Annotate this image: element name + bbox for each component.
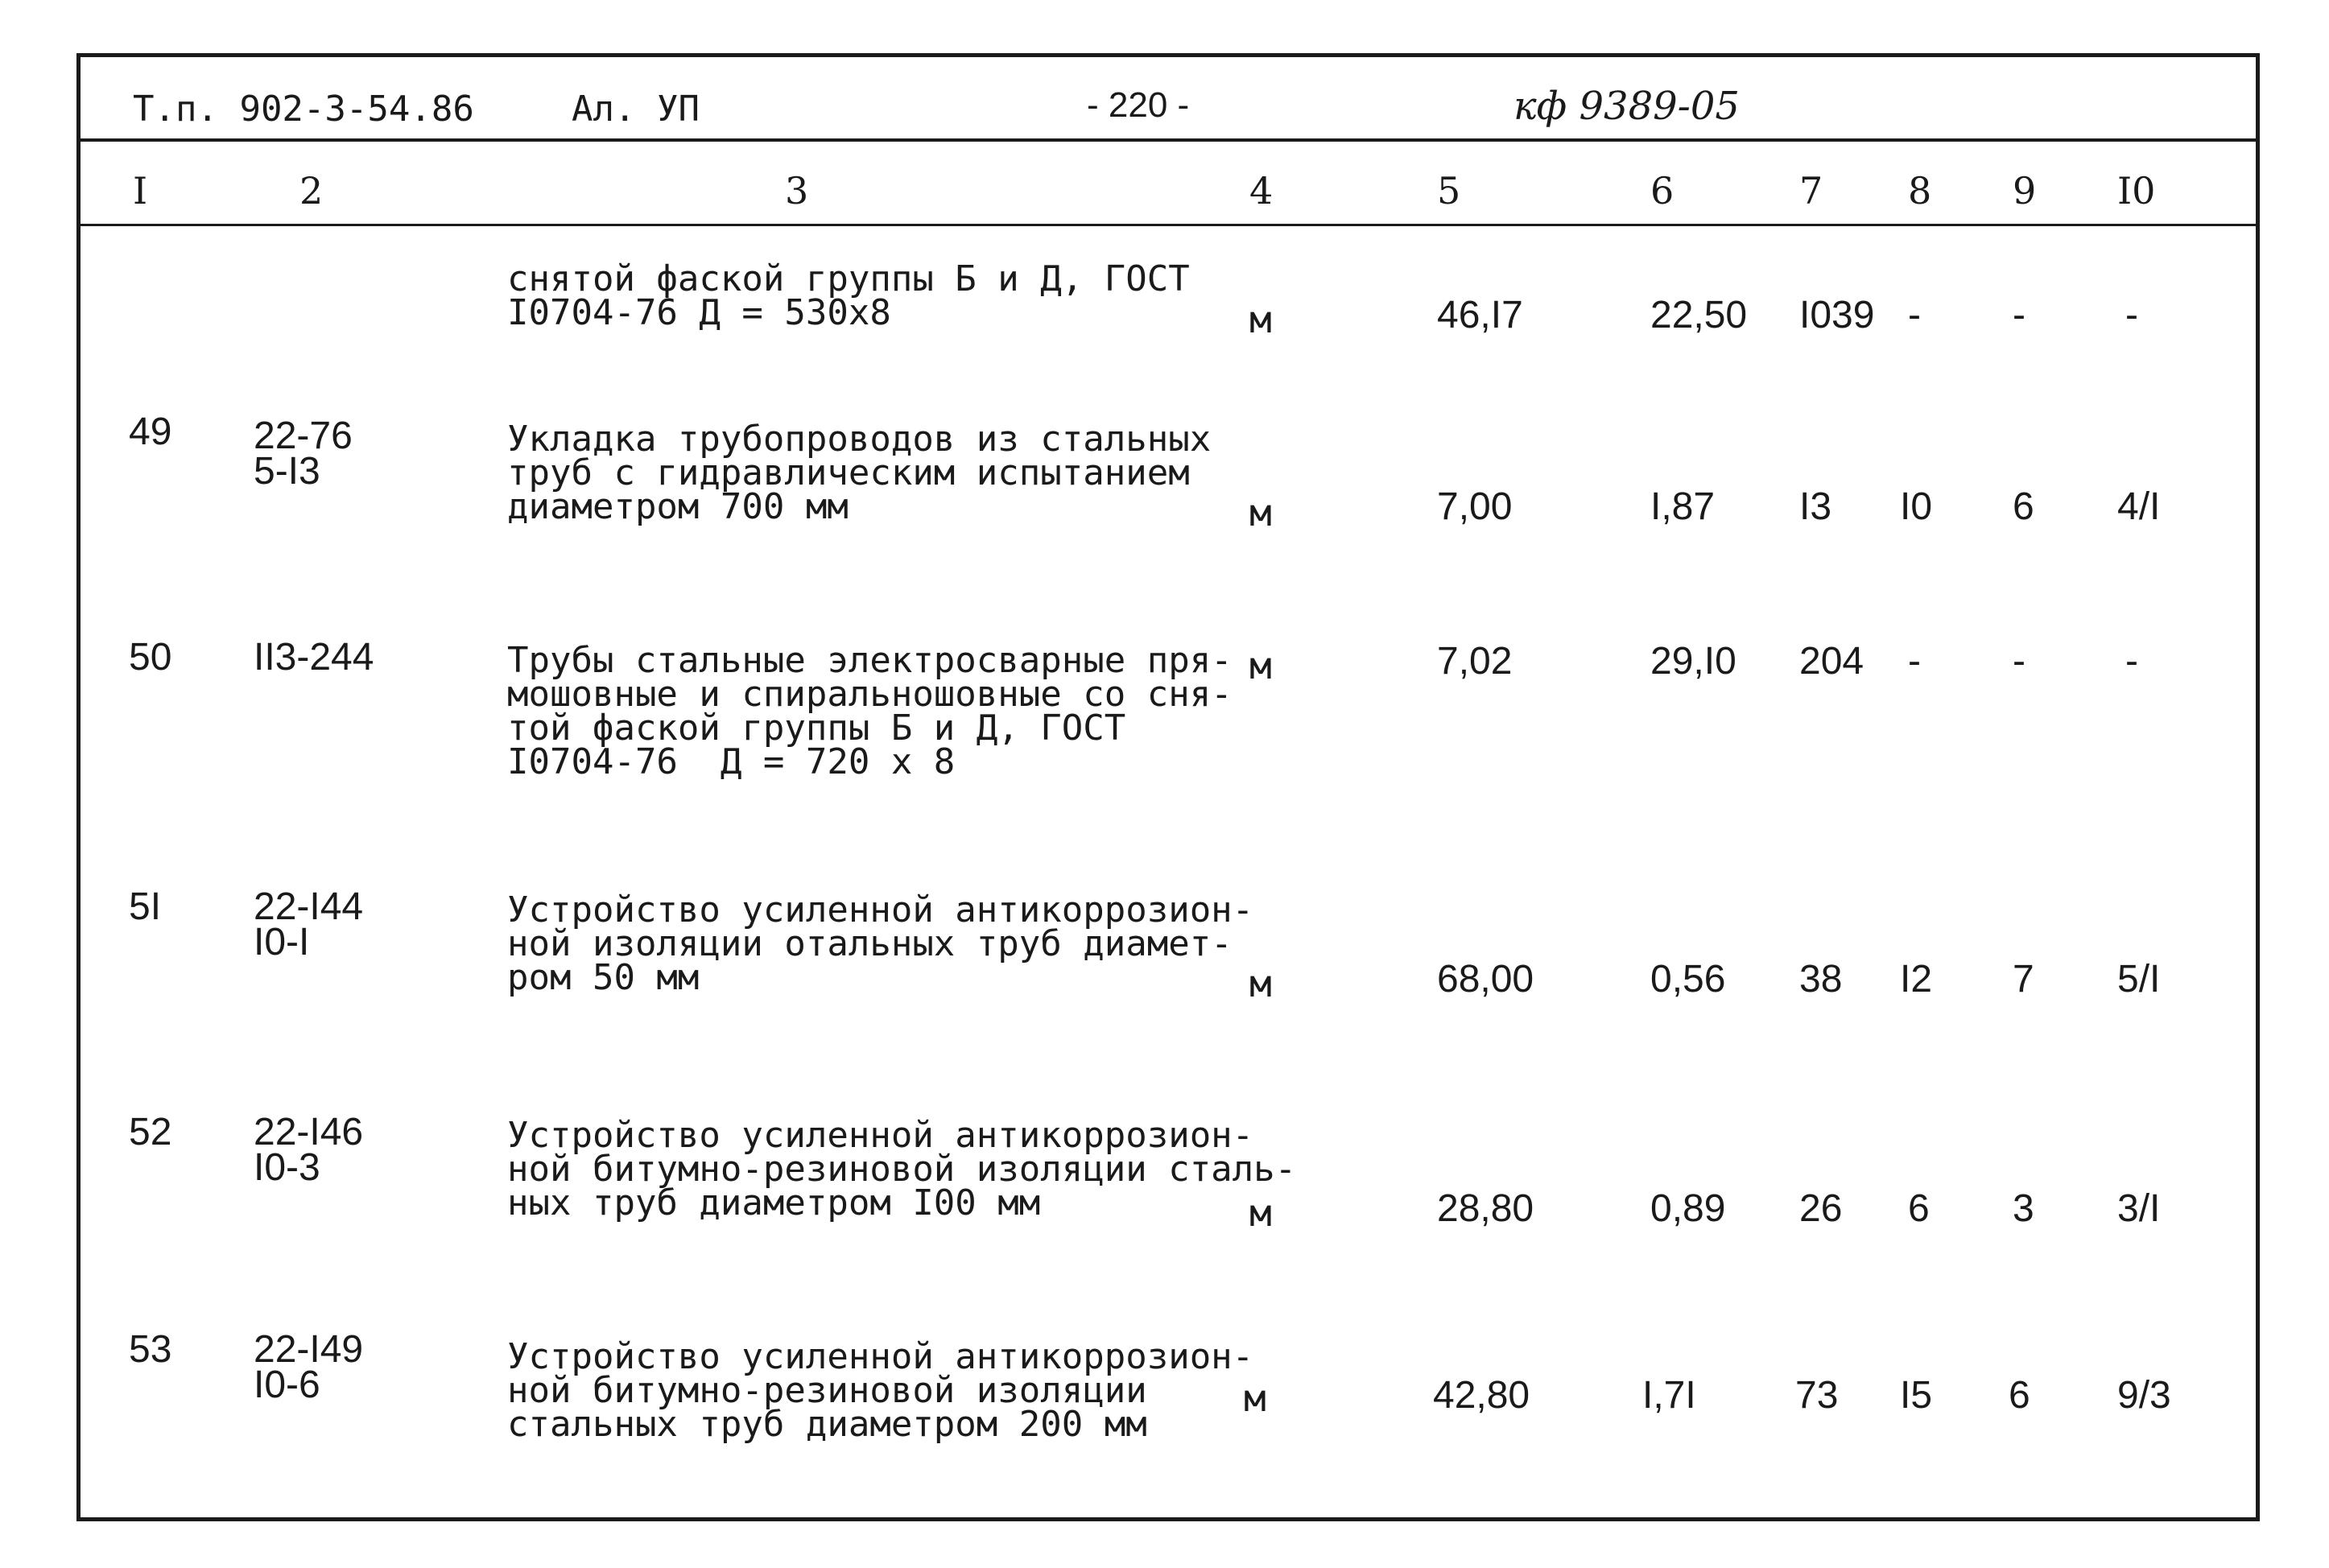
row-col5: 46,I7 bbox=[1437, 294, 1523, 336]
row-number: 49 bbox=[129, 411, 172, 453]
row-col6: 22,50 bbox=[1650, 294, 1748, 336]
album-label: Ал. УП bbox=[572, 89, 700, 130]
row-code: II3-244 bbox=[254, 636, 374, 679]
row-col9: - bbox=[2013, 294, 2025, 336]
row-unit: м bbox=[1249, 491, 1272, 534]
row-col10: - bbox=[2125, 640, 2138, 683]
column-header-divider bbox=[76, 224, 2260, 226]
row-col7: 204 bbox=[1799, 640, 1864, 683]
row-col10: 3/I bbox=[2117, 1187, 2161, 1230]
row-unit: м bbox=[1249, 1191, 1272, 1235]
row-col5: 68,00 bbox=[1437, 958, 1534, 1001]
column-number: I0 bbox=[2117, 169, 2156, 213]
row-col7: I3 bbox=[1799, 485, 1832, 528]
row-col6: I,7I bbox=[1642, 1374, 1696, 1417]
row-col9: 6 bbox=[2013, 485, 2034, 528]
column-number: 3 bbox=[785, 169, 809, 213]
row-col6: 0,56 bbox=[1650, 958, 1726, 1001]
row-col5: 7,02 bbox=[1437, 640, 1513, 683]
column-number: 2 bbox=[299, 169, 324, 213]
row-col7: 26 bbox=[1799, 1187, 1843, 1230]
row-col9: 7 bbox=[2013, 958, 2034, 1001]
row-col10: 5/I bbox=[2117, 958, 2161, 1001]
row-description: Укладка трубопроводов из стальных труб с гидравлическим испытанием диаметром 700 мм bbox=[507, 419, 1212, 527]
row-description: Трубы стальные электросварные пря- мошовные и спиральношовные со сня- той фаской группы Б и Д, ГОСТ I0704-76 Д = 720 х 8 bbox=[507, 640, 1233, 782]
row-unit: м bbox=[1249, 962, 1272, 1005]
stamp-number: кф 9389-05 bbox=[1513, 84, 1740, 129]
column-number: 9 bbox=[2013, 169, 2037, 213]
row-col5: 7,00 bbox=[1437, 485, 1513, 528]
row-code: 22-I49 I0-6 bbox=[254, 1328, 364, 1406]
row-col6: I,87 bbox=[1650, 485, 1716, 528]
row-col6: 0,89 bbox=[1650, 1187, 1726, 1230]
row-code: 22-I46 I0-3 bbox=[254, 1111, 364, 1189]
row-col9: - bbox=[2013, 640, 2025, 683]
row-col10: - bbox=[2125, 294, 2138, 336]
row-number: 50 bbox=[129, 636, 172, 679]
row-col8: I5 bbox=[1900, 1374, 1933, 1417]
column-number: 7 bbox=[1799, 169, 1823, 213]
row-unit: м bbox=[1249, 298, 1272, 341]
row-col5: 42,80 bbox=[1433, 1374, 1530, 1417]
row-code: 22-I44 I0-I bbox=[254, 885, 364, 963]
row-col10: 4/I bbox=[2117, 485, 2161, 528]
row-col8: I0 bbox=[1900, 485, 1933, 528]
row-unit: м bbox=[1244, 1376, 1266, 1420]
row-col7: I039 bbox=[1799, 294, 1875, 336]
row-col7: 73 bbox=[1795, 1374, 1839, 1417]
row-col6: 29,I0 bbox=[1650, 640, 1736, 683]
row-col8: I2 bbox=[1900, 958, 1933, 1001]
row-col8: - bbox=[1908, 640, 1921, 683]
row-col8: 6 bbox=[1908, 1187, 1930, 1230]
row-col9: 6 bbox=[2009, 1374, 2030, 1417]
column-number: I bbox=[133, 169, 148, 213]
column-number: 5 bbox=[1437, 169, 1461, 213]
row-description: Устройство усиленной антикоррозион- ной битумно-резиновой изоляции сталь- ных труб диаметром I00 мм bbox=[507, 1115, 1297, 1223]
row-col10: 9/3 bbox=[2117, 1374, 2171, 1417]
row-description: Устройство усиленной антикоррозион- ной битумно-резиновой изоляции стальных труб диаметром 200 мм bbox=[507, 1336, 1254, 1445]
row-code: 22-76 5-I3 bbox=[254, 415, 353, 493]
column-number: 6 bbox=[1650, 169, 1674, 213]
row-col9: 3 bbox=[2013, 1187, 2034, 1230]
column-number: 4 bbox=[1249, 169, 1274, 213]
column-number: 8 bbox=[1908, 169, 1932, 213]
row-number: 5I bbox=[129, 885, 162, 928]
row-col5: 28,80 bbox=[1437, 1187, 1534, 1230]
row-col8: - bbox=[1908, 294, 1921, 336]
row-number: 52 bbox=[129, 1111, 172, 1153]
row-description: Устройство усиленной антикоррозион- ной изоляции отальных труб диамет- ром 50 мм bbox=[507, 889, 1254, 998]
page-number: - 220 - bbox=[1087, 85, 1190, 125]
doc-code: Т.п. 902-3-54.86 bbox=[133, 89, 474, 130]
row-unit: м bbox=[1249, 644, 1272, 687]
row-col7: 38 bbox=[1799, 958, 1843, 1001]
row-description: снятой фаской группы Б и Д, ГОСТ I0704-76 Д = 530х8 bbox=[507, 258, 1190, 333]
header-divider bbox=[76, 138, 2260, 142]
row-number: 53 bbox=[129, 1328, 172, 1371]
